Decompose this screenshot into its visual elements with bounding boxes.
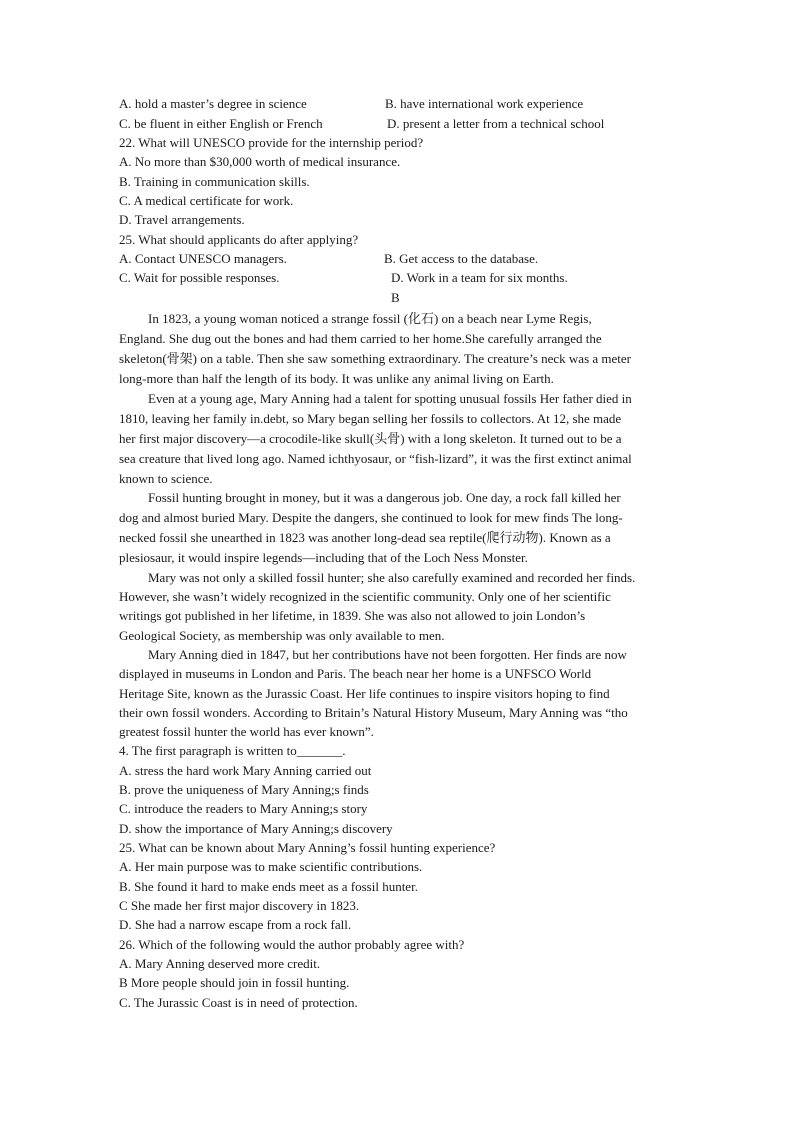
option-c: C. be fluent in either English or French	[119, 116, 323, 131]
passage-line: Even at a young age, Mary Anning had a talent for spotting unusual fossils Her father died in	[148, 391, 632, 406]
question-4-option-d: D. show the importance of Mary Anning;s discovery	[119, 821, 393, 836]
question-4-option-a: A. stress the hard work Mary Anning carried out	[119, 763, 372, 778]
passage-line: Geological Society, as membership was only available to men.	[119, 628, 445, 643]
question-25-option-b: B. She found it hard to make ends meet as a fossil hunter.	[119, 879, 418, 894]
option-d: D. Work in a team for six months.	[391, 270, 568, 285]
passage-line: England. She dug out the bones and had them carried to her home.She carefully arranged the	[119, 331, 602, 346]
question-22-option-d: D. Travel arrangements.	[119, 212, 245, 227]
passage-line: writings got published in her lifetime, in 1839. She was also not allowed to join London’s	[119, 608, 586, 623]
passage-line: 1810, leaving her family in.debt, so Mary began selling her fossils to collectors. At 12, she made	[119, 411, 622, 426]
question-25-applying: 25. What should applicants do after applying?	[119, 232, 359, 247]
question-4-option-c: C. introduce the readers to Mary Anning;s story	[119, 801, 368, 816]
question-26-option-c: C. The Jurassic Coast is in need of protection.	[119, 995, 358, 1010]
passage-line: known to science.	[119, 471, 213, 486]
passage-line: However, she wasn’t widely recognized in the scientific community. Only one of her scientific	[119, 589, 611, 604]
question-4: 4. The first paragraph is written to_______.	[119, 743, 346, 758]
section-label: B	[391, 290, 400, 305]
passage-line: dog and almost buried Mary. Despite the dangers, she continued to look for mew finds The long-	[119, 510, 623, 525]
passage-line: In 1823, a young woman noticed a strange fossil (化石) on a beach near Lyme Regis,	[148, 311, 592, 326]
option-row	[119, 114, 605, 134]
option-d: D. present a letter from a technical school	[387, 116, 605, 131]
option-row	[119, 268, 568, 288]
option-a: A. hold a master’s degree in science	[119, 96, 307, 111]
question-25-experience: 25. What can be known about Mary Anning’s fossil hunting experience?	[119, 840, 496, 855]
question-26-option-b: B More people should join in fossil hunting.	[119, 975, 350, 990]
question-26-option-a: A. Mary Anning deserved more credit.	[119, 956, 321, 971]
option-row	[119, 94, 584, 114]
passage-line: Fossil hunting brought in money, but it was a dangerous job. One day, a rock fall killed her	[148, 490, 621, 505]
question-22-option-a: A. No more than $30,000 worth of medical insurance.	[119, 154, 401, 169]
passage-line: displayed in museums in London and Paris. The beach near her home is a UNFSCO World	[119, 666, 592, 681]
question-22-option-c: C. A medical certificate for work.	[119, 193, 294, 208]
option-b: B. have international work experience	[385, 96, 584, 111]
passage-line: plesiosaur, it would inspire legends—including that of the Loch Ness Monster.	[119, 550, 528, 565]
passage-line: Mary was not only a skilled fossil hunter; she also carefully examined and recorded her finds.	[148, 570, 636, 585]
question-22: 22. What will UNESCO provide for the internship period?	[119, 135, 424, 150]
passage-line: her first major discovery—a crocodile-like skull(头骨) with a long skeleton. It turned out to be a	[119, 431, 622, 446]
question-26: 26. Which of the following would the author probably agree with?	[119, 937, 465, 952]
question-25-option-c: C She made her first major discovery in 1823.	[119, 898, 360, 913]
passage-line: sea creature that lived long ago. Named ichthyosaur, or “fish-lizard”, it was the first extinct animal	[119, 451, 632, 466]
question-25-option-a: A. Her main purpose was to make scientific contributions.	[119, 859, 423, 874]
passage-line: Mary Anning died in 1847, but her contributions have not been forgotten. Her finds are now	[148, 647, 627, 662]
option-row	[119, 249, 539, 269]
passage-line: greatest fossil hunter the world has ever known”.	[119, 724, 374, 739]
passage-line: skeleton(骨架) on a table. Then she saw something extraordinary. The creature’s neck was a meter	[119, 351, 631, 366]
option-b: B. Get access to the database.	[384, 251, 539, 266]
option-a: A. Contact UNESCO managers.	[119, 251, 287, 266]
passage-line: long-more than half the length of its body. It was unlike any animal living on Earth.	[119, 371, 554, 386]
question-22-option-b: B. Training in communication skills.	[119, 174, 310, 189]
passage-line: their own fossil wonders. According to Britain’s Natural History Museum, Mary Anning was “tho	[119, 705, 628, 720]
question-4-option-b: B. prove the uniqueness of Mary Anning;s finds	[119, 782, 369, 797]
option-c: C. Wait for possible responses.	[119, 270, 280, 285]
passage-line: Heritage Site, known as the Jurassic Coast. Her life continues to inspire visitors hoping to find	[119, 686, 610, 701]
question-25-option-d: D. She had a narrow escape from a rock fall.	[119, 917, 352, 932]
passage-line: necked fossil she unearthed in 1823 was another long-dead sea reptile(爬行动物). Known as a	[119, 530, 611, 545]
